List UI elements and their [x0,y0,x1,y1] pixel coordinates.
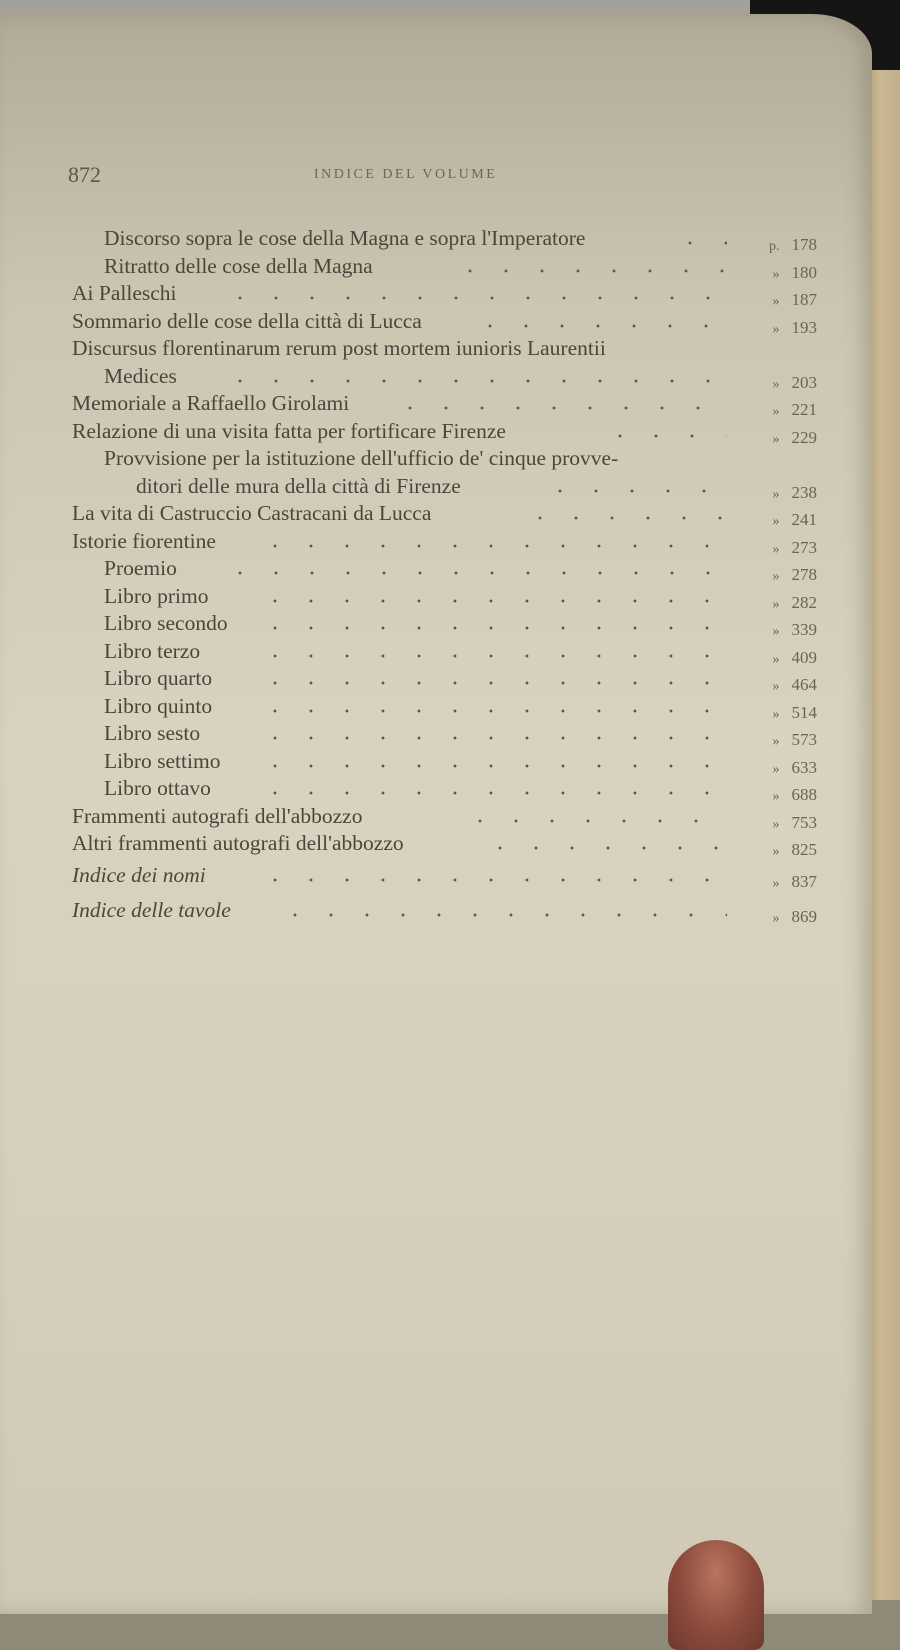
page-header [68,162,538,192]
dot-leader [452,269,727,273]
toc-entry-continuation [72,363,817,391]
page-value: 339 [791,620,817,639]
thumb [668,1540,764,1650]
page-value: 273 [791,537,817,557]
toc-entry-title: Libro primo [104,583,209,608]
page-value: 241 [791,510,817,529]
dot-leader [472,324,727,328]
page-prefix: » [772,624,780,639]
toc-entry-title: Frammenti autografi dell'abbozzo [72,803,363,828]
toc-entry-title: Libro settimo [104,748,221,773]
toc-entry-title: Memoriale a Raffaello Girolami [72,391,350,415]
toc-entry [72,830,817,858]
page-prefix: » [772,911,780,926]
toc-entry-title: Ritratto delle cose della Magna [104,253,373,278]
page-value: 688 [791,785,817,804]
dot-leader [222,379,727,383]
page-value: 178 [791,235,817,254]
toc-entry-title: Indice dei nomi [72,862,206,887]
toc-entry [72,500,817,528]
toc-entry [72,610,817,638]
dot-leader [257,599,727,603]
page-value: 753 [791,812,817,832]
page-value: 837 [791,871,817,891]
toc-entry-title: Libro ottavo [104,776,211,800]
dot-leader [257,709,727,713]
page-value: 282 [791,592,817,612]
toc-entry-page [735,903,817,933]
toc-entry [72,280,817,308]
dot-leader [257,878,727,882]
toc-entry-page [735,868,817,898]
page-prefix: » [772,679,780,694]
toc-entry-title: Ai Palleschi [72,281,177,305]
page-prefix: » [772,789,780,804]
page-prefix: » [772,651,780,667]
toc-entry-title: Sommario delle cose della città di Lucca [72,308,422,333]
page-prefix: » [772,734,780,749]
toc-entry-title: Istorie fiorentine [72,528,216,553]
page-prefix: » [772,321,780,337]
dot-leader [257,736,727,740]
toc-entry [72,253,817,281]
toc-entry [72,225,817,253]
dot-leader [257,791,727,795]
toc-entry [72,308,817,336]
page-value: 187 [791,290,817,309]
page-prefix: » [772,376,780,392]
page-value: 869 [791,907,817,926]
toc-entry [72,862,817,890]
page-prefix: » [772,404,780,419]
page-value: 464 [791,675,817,694]
toc-entry [72,638,817,666]
dot-leader [257,764,727,768]
page-value: 514 [791,702,817,722]
page-prefix: » [772,486,780,502]
page-prefix: » [772,596,780,612]
page-value: 229 [791,427,817,447]
page-prefix: » [772,569,780,584]
toc-entry-title: Proemio [104,556,177,580]
table-of-contents [72,225,817,925]
page-value: 203 [791,372,817,392]
dot-leader [257,626,727,630]
toc-entry-title: Libro sesto [104,721,201,745]
page-value: 278 [791,565,817,584]
page-prefix: p. [769,239,780,254]
toc-entry-continuation [72,473,817,501]
dot-leader [222,571,727,575]
toc-entry [72,335,817,363]
page-prefix: » [772,816,780,832]
toc-entry [72,803,817,831]
dot-leader [602,434,727,438]
toc-entry-title: Libro quinto [104,693,213,718]
toc-entry-title: Libro terzo [104,638,201,663]
toc-entry-title-cont: Medices [104,363,177,388]
toc-entry [72,390,817,418]
page-number: 872 [68,162,101,187]
toc-entry [72,528,817,556]
toc-entry [72,555,817,583]
page-value: 573 [791,730,817,749]
toc-entry [72,445,817,473]
dot-leader [257,681,727,685]
dot-leader [522,516,727,520]
page-prefix: » [772,431,780,447]
toc-entry-title: Discursus florentinarum rerum post mortem iunioris Laurentii [72,336,606,360]
page-value: 238 [791,482,817,502]
running-head: INDICE DEL VOLUME [314,167,498,182]
page-prefix: » [772,761,780,777]
page-value: 633 [791,757,817,777]
toc-entry-title: Provvisione per la istituzione dell'ufficio de' cinque provve- [104,446,619,470]
dot-leader [277,913,727,917]
page-prefix: » [772,514,780,529]
toc-entry-title: Libro quarto [104,666,213,690]
toc-entry-title: Discorso sopra le cose della Magna e sopra l'Imperatore [104,226,586,250]
toc-entry [72,665,817,693]
toc-entry-title: Libro secondo [104,611,228,635]
toc-entry-title: Altri frammenti autografi dell'abbozzo [72,831,404,855]
page-prefix: » [772,294,780,309]
page-prefix: » [772,844,780,859]
dot-leader [672,241,727,245]
toc-entry [72,897,817,925]
dot-leader [482,846,727,850]
page-value: 825 [791,840,817,859]
dot-leader [392,406,727,410]
dot-leader [542,489,727,493]
toc-entry-title: Relazione di una visita fatta per fortificare Firenze [72,418,506,443]
dot-leader [462,819,727,823]
dot-leader [257,544,727,548]
toc-entry-title-cont: ditori delle mura della città di Firenze [136,473,461,498]
toc-entry [72,693,817,721]
page-prefix: » [772,541,780,557]
toc-entry-title: La vita di Castruccio Castracani da Lucca [72,501,432,525]
page-value: 409 [791,647,817,667]
page-prefix: » [772,706,780,722]
page-value: 221 [791,400,817,419]
page-prefix: » [772,875,780,891]
toc-entry [72,418,817,446]
page-prefix: » [772,266,780,282]
toc-entry-title: Indice delle tavole [72,898,231,922]
toc-entry [72,775,817,803]
dot-leader [257,654,727,658]
toc-entry [72,748,817,776]
toc-entry [72,583,817,611]
dot-leader [222,296,727,300]
page-value: 180 [791,262,817,282]
page-value: 193 [791,317,817,337]
toc-entry [72,720,817,748]
